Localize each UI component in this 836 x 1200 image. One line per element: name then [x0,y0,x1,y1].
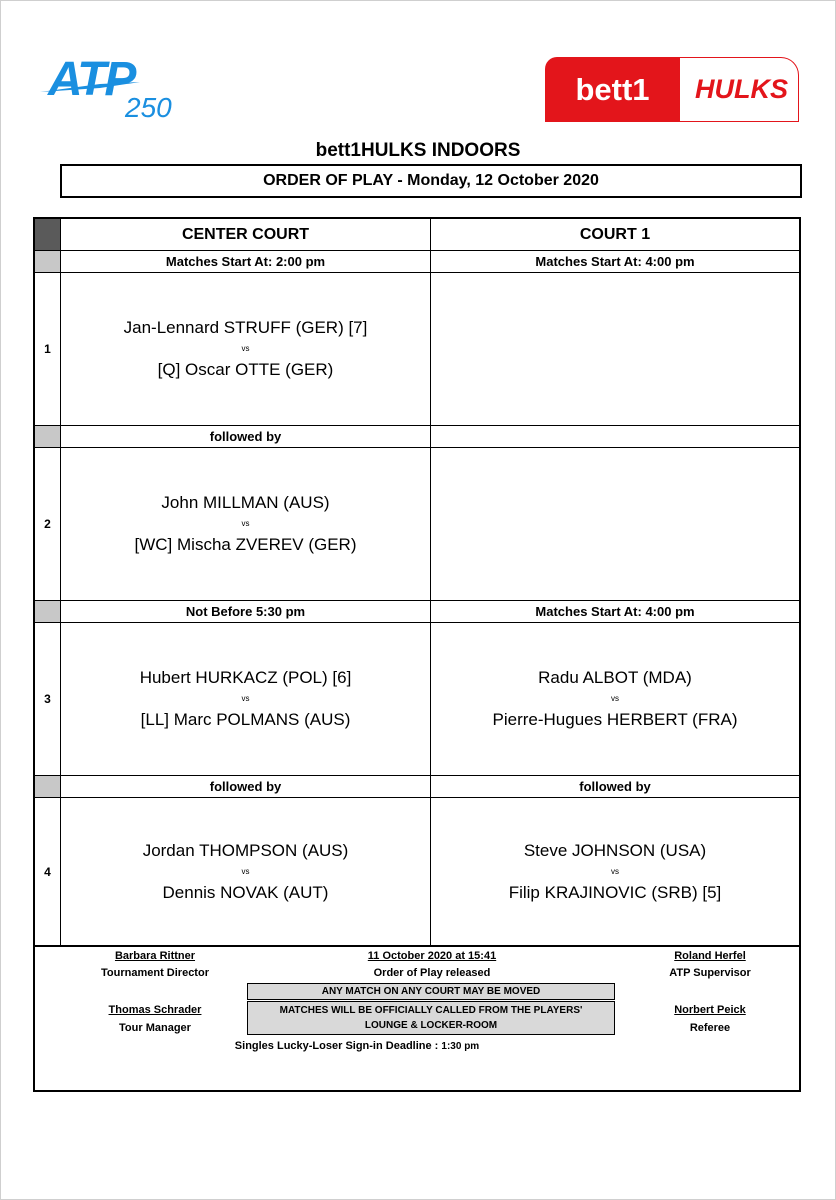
separator-center: followed by [61,776,431,798]
referee-title: Referee [689,1022,731,1034]
player-one: John MILLMAN (AUS) [161,493,330,512]
order-of-play-table [33,217,801,947]
notice-line-1: MATCHES WILL BE OFFICIALLY CALLED FROM THE PLAYERS' [279,1005,583,1016]
versus-label: vs [241,344,250,353]
deadline-label: Singles Lucky-Loser Sign-in Deadline : [234,1040,439,1052]
player-two: Dennis NOVAK (AUT) [162,882,329,902]
row-number: 3 [35,623,61,776]
atp-logo-text: ATP [48,53,135,106]
match-cell-empty [431,448,799,601]
row-number: 4 [35,798,61,945]
referee-name: Norbert Peick [674,1004,746,1016]
release-label: Order of Play released [373,967,491,979]
match-cell [431,798,799,945]
player-two: [WC] Mischa ZVEREV (GER) [134,535,357,554]
player-one: Hubert HURKACZ (POL) [6] [139,668,352,687]
player-two: Pierre-Hugues HERBERT (FRA) [492,710,738,729]
footer-panel [33,945,801,1092]
tour-manager-title: Tour Manager [119,1022,191,1034]
notice-line-2: LOUNGE & LOCKER-ROOM [364,1020,498,1031]
match-cell [61,273,431,426]
player-one: Steve JOHNSON (USA) [523,840,707,860]
tournament-director-title: Tournament Director [101,967,209,979]
versus-label: vs [611,866,619,876]
court-header-court1: COURT 1 [431,219,799,251]
separator-court1 [431,426,799,448]
match-cell-empty [431,273,799,426]
order-of-play-title: ORDER OF PLAY - Monday, 12 October 2020 [60,164,802,198]
match-cell [61,448,431,601]
release-timestamp: 11 October 2020 at 15:41 [367,950,497,962]
match-cell [431,623,799,776]
player-two: [Q] Oscar OTTE (GER) [157,360,334,379]
atp-tier-text: 250 [125,92,172,123]
player-one: Jordan THOMPSON (AUS) [142,840,349,860]
match-cell [61,798,431,945]
player-one: Radu ALBOT (MDA) [538,668,692,687]
court-header-center: CENTER COURT [61,219,431,251]
atp-supervisor-name: Roland Herfel [674,950,746,962]
versus-label: vs [241,866,250,876]
player-two: Filip KRAJINOVIC (SRB) [5] [508,882,722,902]
separator-center: Not Before 5:30 pm [61,601,431,623]
match-cell [61,623,431,776]
player-one: Jan-Lennard STRUFF (GER) [7] [123,318,368,337]
bett1-hulks-logo [545,57,800,122]
notice-match-moved: ANY MATCH ON ANY COURT MAY BE MOVED [247,983,615,1000]
deadline-time: 1:30 pm [441,1041,480,1052]
separator-court1: Matches Start At: 4:00 pm [431,601,799,623]
brand-hulks-text: HULKS [675,57,799,122]
versus-label: vs [241,694,250,703]
brand-bett1-text: bett1 [545,57,680,122]
notice-officially-called [247,1001,615,1035]
separator-num [35,426,61,448]
row-number: 1 [35,273,61,426]
tour-manager-name: Thomas Schrader [108,1004,202,1016]
atp-supervisor-title: ATP Supervisor [669,967,751,979]
versus-label: vs [241,519,250,528]
separator-num [35,776,61,798]
row-number: 2 [35,448,61,601]
separator-num [35,601,61,623]
separator-court1: followed by [431,776,799,798]
tournament-title: bett1HULKS INDOORS [315,140,521,161]
atp-250-logo [40,52,190,132]
tournament-director-name: Barbara Rittner [114,950,196,962]
separator-center: followed by [61,426,431,448]
header-corner-cell [35,219,61,251]
start-row-num [35,251,61,273]
lucky-loser-deadline [207,1040,507,1052]
player-two: [LL] Marc POLMANS (AUS) [140,710,351,729]
versus-label: vs [611,694,619,703]
start-time-court1: Matches Start At: 4:00 pm [431,251,799,273]
start-time-center: Matches Start At: 2:00 pm [61,251,431,273]
